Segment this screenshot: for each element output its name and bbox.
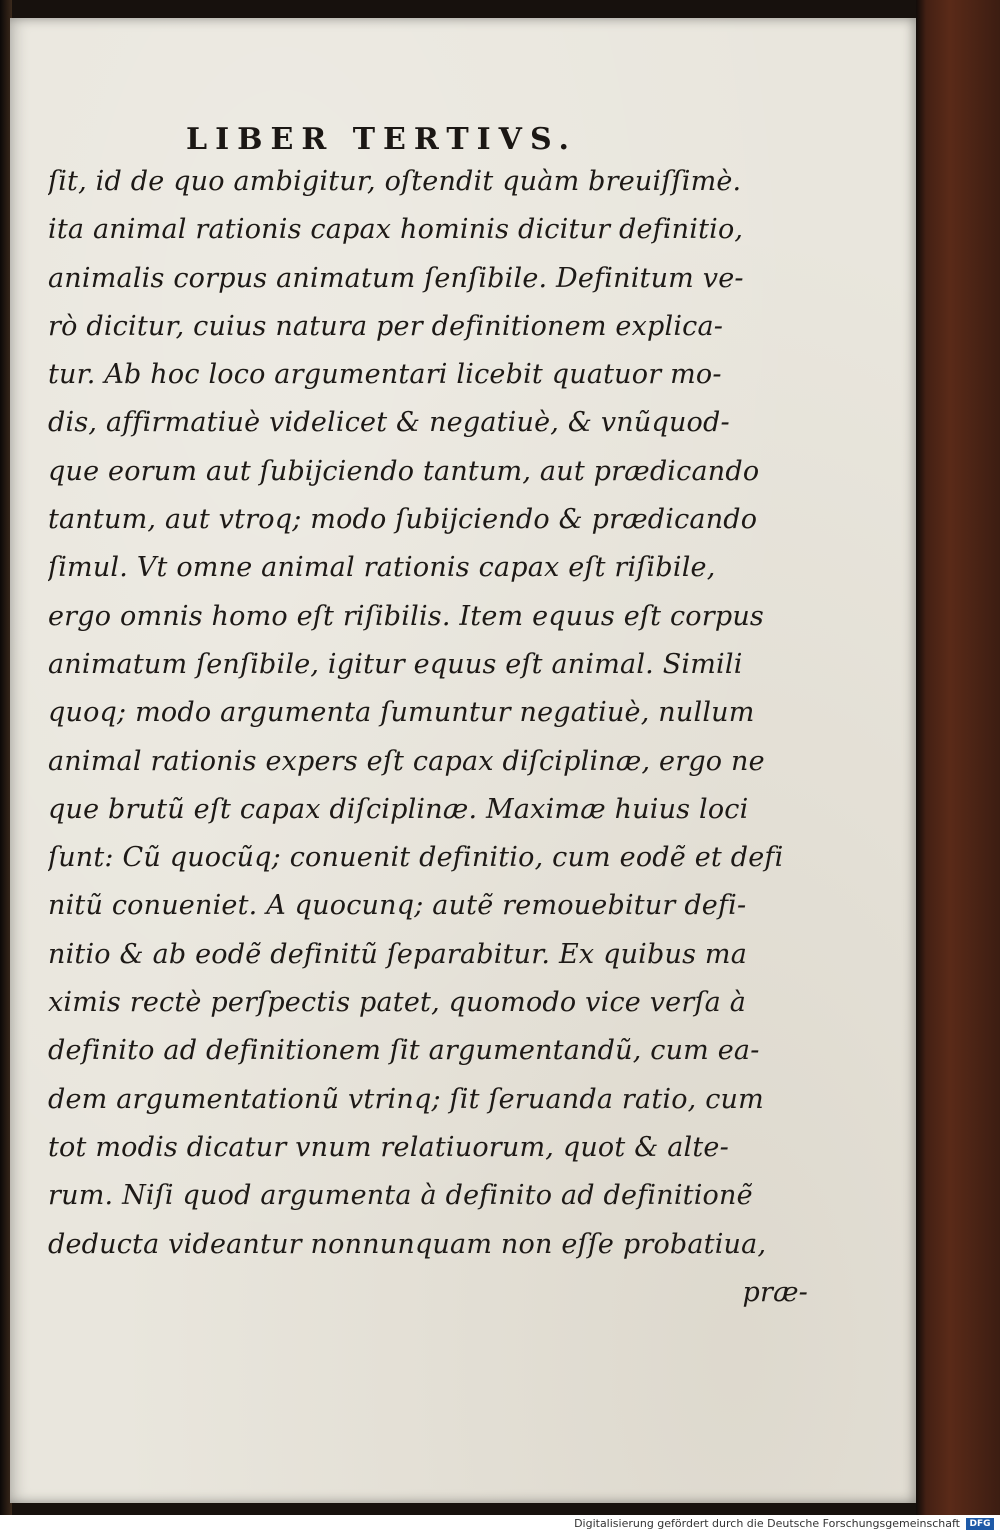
text-line: ergo omnis homo eſt riſibilis. Item equus eſt corpus: [48, 600, 764, 632]
text-line: animal rationis expers eſt capax diſciplinæ, ergo ne: [48, 745, 765, 777]
text-line: ſunt: Cũ quocũq; conuenit definitio, cum eodẽ et defi: [48, 842, 784, 874]
text-line: dis, affirmatiuè videlicet & negatiuè, & vnũquod-: [48, 407, 730, 439]
footer-bar: [0, 1515, 1000, 1534]
cover-board: [916, 0, 1000, 1515]
text-line: tantum, aut vtroq; modo ſubijciendo & prædicando: [48, 504, 758, 536]
text-line: nitio & ab eodẽ definitũ ſeparabitur. Ex quibus ma: [48, 938, 748, 970]
dfg-logo-icon: DFG: [966, 1518, 994, 1530]
text-line: nitũ conueniet. A quocunq; autẽ remouebitur defi-: [48, 890, 747, 922]
text-line: ita animal rationis capax hominis dicitur definitio,: [48, 214, 744, 246]
text-line: ſit, id de quo ambigitur, oſtendit quàm breuiſſimè.: [48, 166, 742, 197]
text-line: dem argumentationũ vtrinq; ſit ſeruanda ratio, cum: [48, 1083, 764, 1115]
text-line: tur. Ab hoc loco argumentari licebit quatuor mo-: [48, 359, 722, 391]
text-line: ximis rectè perſpectis patet, quomodo vice verſa à: [48, 987, 747, 1019]
text-line: que brutũ eſt capax diſciplinæ. Maximæ huius loci: [48, 793, 749, 825]
text-line: animatum ſenſibile, igitur equus eſt animal. Simili: [48, 648, 743, 680]
text-line: tot modis dicatur vnum relatiuorum, quot & alte-: [48, 1131, 729, 1163]
text-line: rò dicitur, cuius natura per definitionem explica-: [48, 310, 724, 342]
text-line: que eorum aut ſubijciendo tantum, aut prædicando: [48, 455, 760, 487]
text-block: [48, 158, 838, 1317]
footer-credit: Digitalisierung gefördert durch die Deutsche Forschungsgemeinschaft: [574, 1517, 960, 1530]
running-head: LIBER TERTIVS.: [186, 122, 577, 157]
text-line: ſimul. Vt omne animal rationis capax eſt riſibile,: [48, 552, 716, 584]
text-line: quoq; modo argumenta ſumuntur negatiuè, nullum: [48, 697, 755, 729]
text-line: animalis corpus animatum ſenſibile. Definitum ve-: [48, 262, 744, 294]
catchword: præ-: [742, 1276, 808, 1308]
text-line: rum. Niſi quod argumenta à definito ad definitionẽ: [48, 1180, 753, 1212]
text-line: deducta videantur nonnunquam non eſſe probatiua,: [48, 1228, 767, 1260]
text-line: definito ad definitionem ſit argumentandũ, cum ea-: [48, 1035, 760, 1067]
